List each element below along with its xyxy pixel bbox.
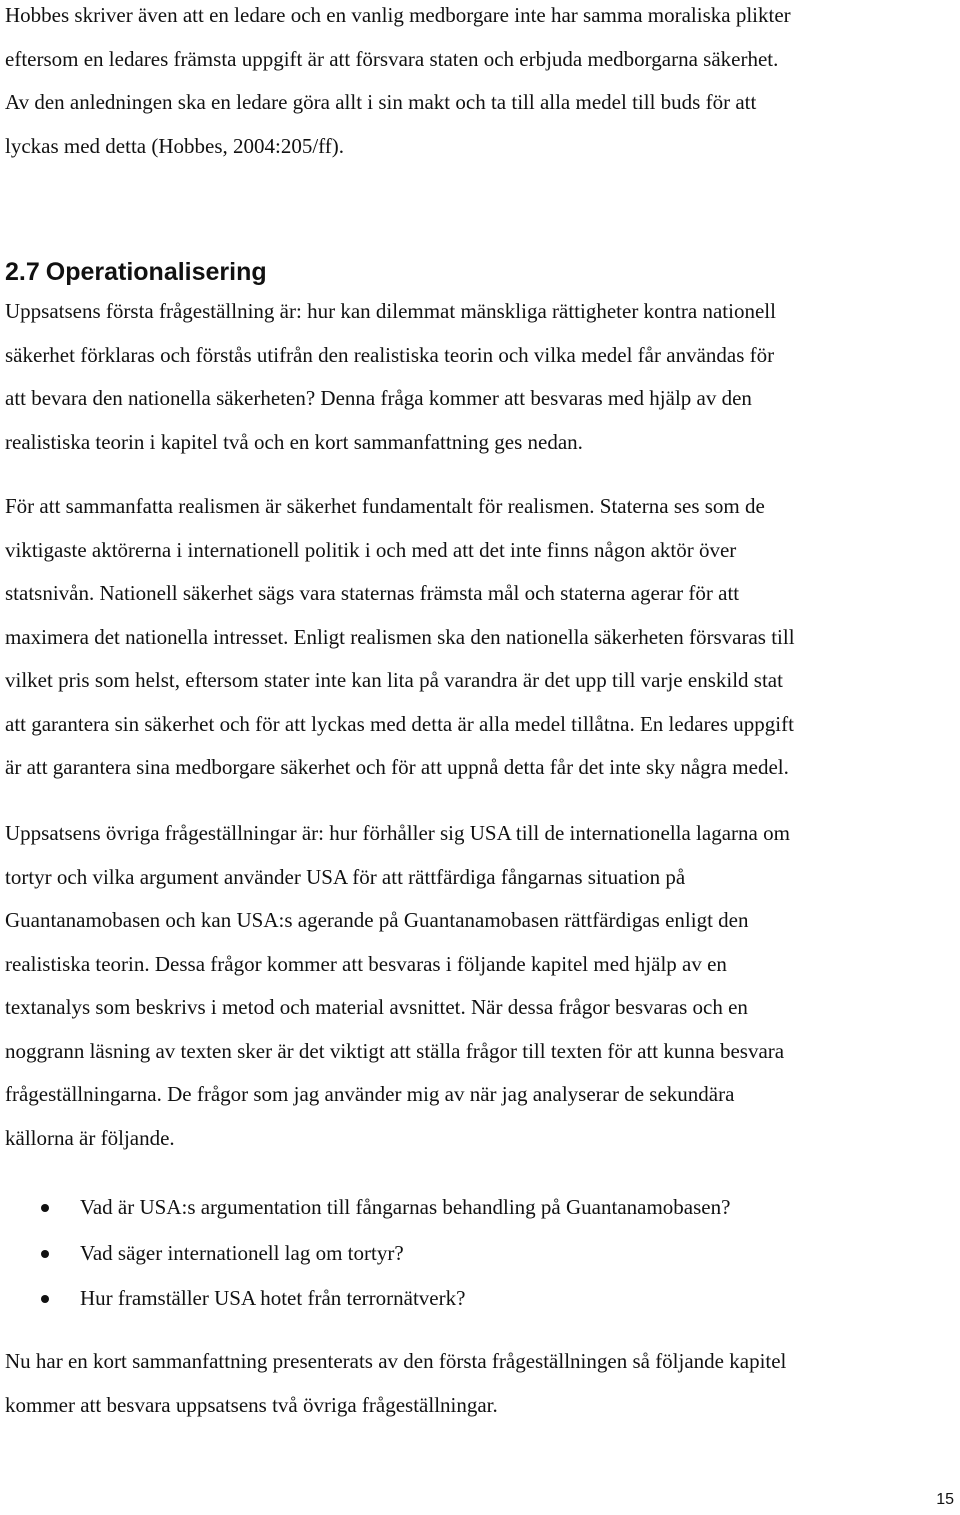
- text-line: säkerhet förklaras och förstås utifrån den realistiska teorin och vilka medel får användas för: [5, 342, 775, 367]
- text-line: frågeställningarna. De frågor som jag använder mig av när jag analyserar de sekundära: [5, 1082, 735, 1106]
- paragraph-first-question: [5, 290, 955, 464]
- text-line: kommer att besvara uppsatsens två övriga frågeställningar.: [5, 1392, 498, 1417]
- text-line: realistiska teorin. Dessa frågor kommer att besvaras i följande kapitel med hjälp av en: [5, 951, 727, 976]
- text-line: Uppsatsens första frågeställning är: hur kan dilemmat mänskliga rättigheter kontra nationell: [5, 299, 776, 323]
- text-line: Av den anledningen ska en ledare göra allt i sin makt och ta till alla medel till buds för att: [5, 90, 757, 114]
- question-list: [0, 1185, 730, 1322]
- text-line: att bevara den nationella säkerheten? Denna fråga kommer att besvaras med hjälp av den: [5, 386, 752, 410]
- list-item-text: Hur framställer USA hotet från terrornätverk?: [80, 1286, 466, 1310]
- text-line: Nu har en kort sammanfattning presenterats av den första frågeställningen så följande kapitel: [5, 1349, 787, 1373]
- text-line: realistiska teorin i kapitel två och en kort sammanfattning ges nedan.: [5, 429, 583, 454]
- text-line: Guantanamobasen och kan USA:s agerande på Guantanamobasen rättfärdigas enligt den: [5, 908, 749, 932]
- text-line: lyckas med detta (Hobbes, 2004:205/ff).: [5, 133, 345, 158]
- section-number: 2.7: [5, 258, 40, 286]
- list-item-text: Vad är USA:s argumentation till fångarnas behandling på Guantanamobasen?: [80, 1195, 731, 1219]
- paragraph-hobbes: [5, 0, 955, 168]
- text-line: statsnivån. Nationell säkerhet sägs vara staternas främsta mål och staterna agerar för att: [5, 581, 740, 605]
- text-line: Hobbes skriver även att en ledare och en vanlig medborgare inte har samma moraliska plikter: [5, 3, 791, 27]
- text-line: viktigaste aktörerna i internationell politik i och med att det inte finns någon aktör över: [5, 537, 737, 562]
- list-item-text: Vad säger internationell lag om tortyr?: [80, 1240, 404, 1265]
- paragraph-realism-summary: [5, 485, 955, 790]
- bullet-icon: [41, 1250, 49, 1258]
- text-line: vilket pris som helst, eftersom stater inte kan lita på varandra är det upp till varje enskild stat: [5, 668, 783, 692]
- list-item: [0, 1185, 730, 1231]
- section-heading: [5, 252, 267, 292]
- text-line: källorna är följande.: [5, 1125, 175, 1150]
- text-line: att garantera sin säkerhet och för att lyckas med detta är alla medel tillåtna. En ledares uppgift: [5, 711, 794, 736]
- text-line: noggrann läsning av texten sker är det viktigt att ställa frågor till texten för att kunna besvara: [5, 1038, 785, 1063]
- list-item: [0, 1276, 730, 1322]
- text-line: är att garantera sina medborgare säkerhet och för att uppnå detta får det inte sky några medel.: [5, 755, 789, 779]
- page-number: 15: [936, 1491, 954, 1508]
- paragraph-other-questions: [5, 812, 955, 1160]
- text-line: Uppsatsens övriga frågeställningar är: hur förhåller sig USA till de internationella lagarna om: [5, 821, 790, 845]
- text-line: För att sammanfatta realismen är säkerhet fundamentalt för realismen. Staterna ses som de: [5, 494, 765, 518]
- text-line: tortyr och vilka argument använder USA för att rättfärdiga fångarnas situation på: [5, 864, 686, 889]
- section-title: Operationalisering: [45, 258, 267, 286]
- text-line: maximera det nationella intresset. Enligt realismen ska den nationella säkerheten försvaras till: [5, 624, 795, 649]
- bullet-icon: [41, 1295, 49, 1303]
- paragraph-conclusion: [5, 1340, 955, 1427]
- text-line: eftersom en ledares främsta uppgift är att försvara staten och erbjuda medborgarna säkerhet.: [5, 46, 779, 71]
- list-item: [0, 1231, 730, 1277]
- text-line: textanalys som beskrivs i metod och material avsnittet. När dessa frågor besvaras och en: [5, 995, 748, 1019]
- bullet-icon: [41, 1204, 49, 1212]
